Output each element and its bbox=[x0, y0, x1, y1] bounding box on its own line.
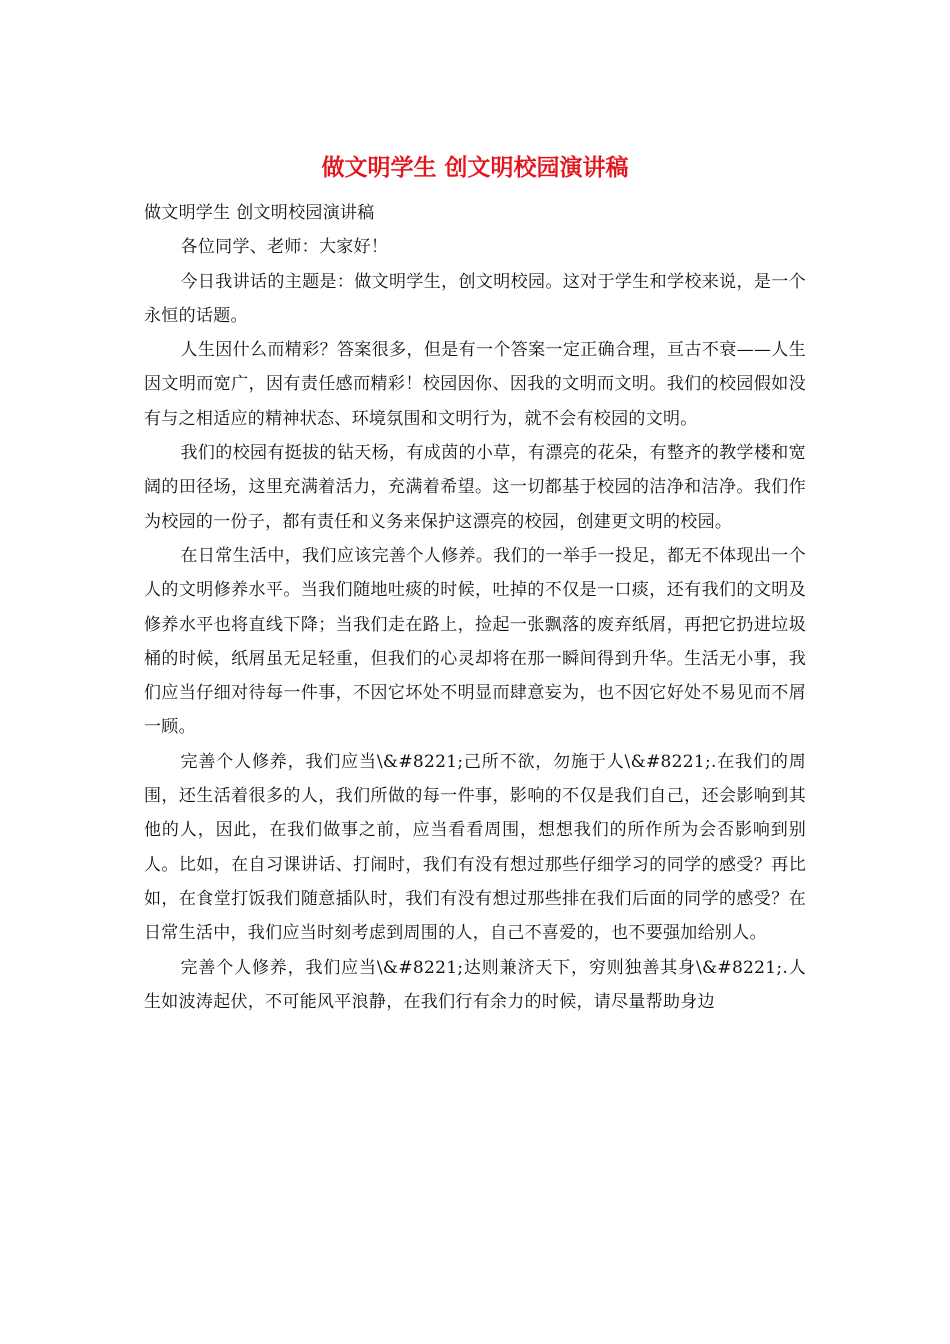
paragraph-daily-life: 在日常生活中，我们应该完善个人修养。我们的一举手一投足，都无不体现出一个人的文明修养水平。当我们随地吐痰的时候，吐掉的不仅是一口痰，还有我们的文明及修养水平也将直线下降；当我们走在路上，捡起一张飘落的废弃纸屑，再把它扔进垃圾桶的时候，纸屑虽无足轻重，但我们的心灵却将在那一瞬间得到升华。生活无小事，我们应当仔细对待每一件事，不因它坏处不明显而肆意妄为，也不因它好处不易见而不屑一顾。 bbox=[144, 545, 806, 738]
paragraph-greeting: 各位同学、老师：大家好！ bbox=[180, 237, 389, 258]
paragraph-helping: 完善个人修养，我们应当\&#8221;达则兼济天下，穷则独善其身\&#8221;.人生如波涛起伏，不可能风平浪静，在我们行有余力的时候，请尽量帮助身边 bbox=[144, 957, 806, 1012]
paragraph-life: 人生因什么而精彩？答案很多，但是有一个答案一定正确合理，亘古不衰——人生因文明而宽广，因有责任感而精彩！校园因你、因我的文明而文明。我们的校园假如没有与之相适应的精神状态、环境氛围和文明行为，就不会有校园的文明。 bbox=[144, 340, 806, 429]
document-subtitle: 做文明学生 创文明校园演讲稿 bbox=[144, 203, 375, 223]
paragraph-others: 完善个人修养，我们应当\&#8221;己所不欲，勿施于人\&#8221;.在我们的周围，还生活着很多的人，我们所做的每一件事，影响的不仅是我们自己，还会影响到其他的人，因此，在我们做事之前，应当看看周围，想想我们的所作所为会否影响到别人。比如，在自习课讲话、打闹时，我们有没有想过那些仔细学习的同学的感受？再比如，在食堂打饭我们随意插队时，我们有没有想过那些排在我们后面的同学的感受？在日常生活中，我们应当时刻考虑到周围的人，自己不喜爱的，也不要强加给别人。 bbox=[144, 751, 806, 944]
paragraph-topic: 今日我讲话的主题是：做文明学生，创文明校园。这对于学生和学校来说，是一个永恒的话题。 bbox=[144, 271, 806, 326]
document-body bbox=[144, 196, 806, 1019]
paragraph-campus: 我们的校园有挺拔的钻天杨，有成茵的小草，有漂亮的花朵，有整齐的教学楼和宽阔的田径场，这里充满着活力，充满着希望。这一切都基于校园的洁净和洁净。我们作为校园的一份子，都有责任和义务来保护这漂亮的校园，创建更文明的校园。 bbox=[144, 443, 806, 532]
document-title: 做文明学生 创文明校园演讲稿 bbox=[321, 154, 629, 181]
